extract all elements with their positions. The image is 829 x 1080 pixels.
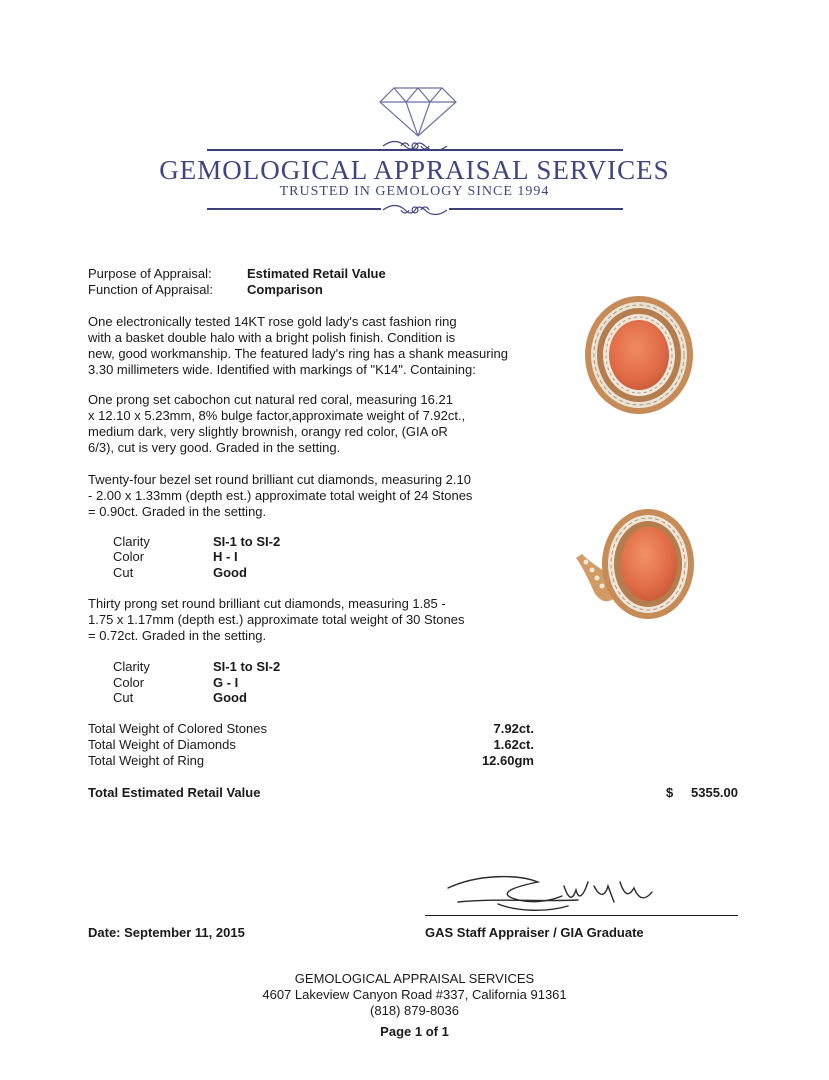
d2-clarity-value: SI-1 to SI-2 — [213, 659, 281, 674]
appraisal-date: Date: September 11, 2015 — [88, 925, 245, 940]
total-colored-value: 7.92ct. — [493, 721, 534, 736]
d1-clarity-label: Clarity — [113, 534, 150, 549]
ring-side-view-photo — [572, 506, 698, 626]
handwritten-signature — [438, 868, 678, 918]
top-flourish-icon — [381, 138, 449, 154]
description-line: One electronically tested 14KT rose gold lady's cast fashion ring — [88, 314, 457, 329]
company-name: GEMOLOGICAL APPRAISAL SERVICES — [159, 155, 670, 185]
page-number: Page 1 of 1 — [380, 1024, 449, 1039]
diamonds1-line: = 0.90ct. Graded in the setting. — [88, 504, 267, 519]
total-colored-label: Total Weight of Colored Stones — [88, 721, 267, 736]
description-line: 3.30 millimeters wide. Identified with markings of "K14". Containing: — [88, 362, 476, 377]
footer-phone: (818) 879-8036 — [370, 1003, 459, 1018]
diamonds2-line: = 0.72ct. Graded in the setting. — [88, 628, 267, 643]
d2-cut-value: Good — [213, 690, 247, 705]
coral-line: x 12.10 x 5.23mm, 8% bulge factor,approximate weight of 7.92ct., — [88, 408, 466, 423]
bottom-flourish-icon — [381, 202, 449, 218]
coral-line: One prong set cabochon cut natural red coral, measuring 16.21 — [88, 392, 453, 407]
function-value: Comparison — [247, 282, 323, 297]
d1-clarity-value: SI-1 to SI-2 — [213, 534, 281, 549]
signature-line — [425, 915, 738, 916]
diamonds1-description — [88, 472, 558, 520]
diamonds1-line: Twenty-four bezel set round brilliant cut diamonds, measuring 2.10 — [88, 472, 471, 487]
total-retail-label: Total Estimated Retail Value — [88, 785, 261, 800]
company-tagline: TRUSTED IN GEMOLOGY SINCE 1994 — [279, 184, 550, 199]
total-ring-value: 12.60gm — [481, 753, 534, 768]
d2-color-value: G - I — [213, 675, 239, 690]
purpose-value: Estimated Retail Value — [247, 266, 386, 281]
diamond-logo-icon — [378, 86, 458, 138]
diamonds2-line: Thirty prong set round brilliant cut diamonds, measuring 1.85 - — [88, 596, 446, 611]
total-diamonds-value: 1.62ct. — [493, 737, 534, 752]
header-top-rule — [207, 149, 623, 151]
coral-description — [88, 392, 558, 456]
appraiser-title: GAS Staff Appraiser / GIA Graduate — [425, 925, 644, 940]
ring-description — [88, 314, 558, 378]
d1-color-label: Color — [113, 549, 145, 564]
total-ring-label: Total Weight of Ring — [88, 753, 205, 768]
d1-cut-value: Good — [213, 565, 247, 580]
ring-top-view-photo — [582, 293, 696, 417]
function-label: Function of Appraisal: — [88, 282, 214, 297]
description-line: new, good workmanship. The featured lady's ring has a shank measuring — [88, 346, 508, 361]
coral-line: 6/3), cut is very good. Graded in the setting. — [88, 440, 341, 455]
coral-line: medium dark, very slightly brownish, orangy red color, (GIA oR — [88, 424, 448, 439]
currency-symbol: $ — [666, 785, 674, 800]
diamonds1-line: - 2.00 x 1.33mm (depth est.) approximate total weight of 24 Stones — [88, 488, 473, 503]
description-line: with a basket double halo with a bright polish finish. Condition is — [88, 330, 456, 345]
d2-cut-label: Cut — [113, 690, 134, 705]
total-diamonds-label: Total Weight of Diamonds — [88, 737, 236, 752]
diamonds2-line: 1.75 x 1.17mm (depth est.) approximate total weight of 30 Stones — [88, 612, 465, 627]
d2-clarity-label: Clarity — [113, 659, 150, 674]
purpose-label: Purpose of Appraisal: — [88, 266, 212, 281]
d1-cut-label: Cut — [113, 565, 134, 580]
d2-color-label: Color — [113, 675, 145, 690]
footer-company: GEMOLOGICAL APPRAISAL SERVICES — [294, 971, 535, 986]
d1-color-value: H - I — [213, 549, 238, 564]
footer-address: 4607 Lakeview Canyon Road #337, California 91361 — [262, 987, 567, 1002]
total-retail-value: 5355.00 — [691, 785, 738, 800]
diamonds2-description — [88, 596, 558, 644]
